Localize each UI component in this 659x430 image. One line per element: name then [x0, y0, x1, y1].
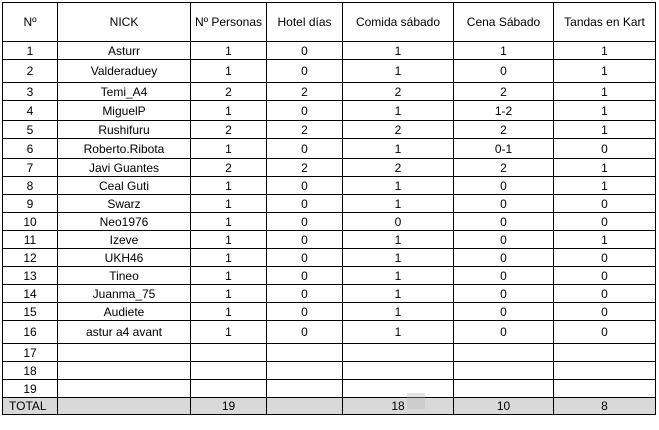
table-row — [3, 267, 656, 285]
table-row — [3, 344, 656, 362]
cell-number[interactable]: 18 — [3, 362, 58, 380]
cell-personas[interactable]: 2 — [191, 83, 267, 101]
cell-number[interactable]: 7 — [3, 159, 58, 177]
table-row — [3, 42, 656, 60]
table-row — [3, 139, 656, 159]
cell-personas[interactable]: 1 — [191, 177, 267, 195]
cell-kart[interactable]: 0 — [554, 195, 656, 213]
cell-personas[interactable] — [191, 344, 267, 362]
cell-comida[interactable]: 1 — [343, 231, 454, 249]
cell-nick[interactable] — [58, 380, 191, 398]
cell-kart[interactable]: 1 — [554, 60, 656, 83]
total-cell-kart[interactable]: 8 — [554, 398, 656, 415]
cell-nick[interactable] — [58, 362, 191, 380]
cell-number[interactable]: 19 — [3, 380, 58, 398]
cell-number[interactable]: 11 — [3, 231, 58, 249]
cell-comida[interactable]: 2 — [343, 159, 454, 177]
cell-hotel[interactable]: 0 — [267, 139, 343, 159]
header-cell-number[interactable]: Nº — [3, 3, 58, 42]
cell-comida[interactable]: 1 — [343, 60, 454, 83]
cell-hotel[interactable]: 0 — [267, 285, 343, 303]
cell-hotel[interactable]: 2 — [267, 83, 343, 101]
total-cell-cena[interactable]: 10 — [454, 398, 554, 415]
cell-comida[interactable] — [343, 344, 454, 362]
cell-cena[interactable]: 1-2 — [454, 101, 554, 121]
cell-cena[interactable]: 0 — [454, 60, 554, 83]
cell-kart[interactable]: 1 — [554, 121, 656, 139]
cell-hotel[interactable]: 0 — [267, 177, 343, 195]
cell-hotel[interactable] — [267, 380, 343, 398]
cell-hotel[interactable]: 0 — [267, 321, 343, 344]
cell-nick[interactable]: Swarz — [58, 195, 191, 213]
cell-number[interactable]: 14 — [3, 285, 58, 303]
cell-personas[interactable]: 1 — [191, 321, 267, 344]
cell-nick[interactable]: Audiete — [58, 303, 191, 321]
cell-number[interactable]: 16 — [3, 321, 58, 344]
cell-personas[interactable] — [191, 362, 267, 380]
cell-kart[interactable]: 0 — [554, 213, 656, 231]
cell-cena[interactable]: 2 — [454, 83, 554, 101]
table-row — [3, 380, 656, 398]
cell-kart[interactable]: 0 — [554, 139, 656, 159]
cell-nick[interactable]: Valderaduey — [58, 60, 191, 83]
cell-hotel[interactable]: 0 — [267, 231, 343, 249]
cell-cena[interactable]: 0 — [454, 321, 554, 344]
header-cell-kart[interactable]: Tandas en Kart — [554, 3, 656, 42]
table-row — [3, 285, 656, 303]
cell-kart[interactable] — [554, 362, 656, 380]
cell-nick[interactable]: UKH46 — [58, 249, 191, 267]
table-row — [3, 231, 656, 249]
header-cell-personas[interactable]: Nº Personas — [191, 3, 267, 42]
spreadsheet — [2, 2, 655, 415]
cell-cena[interactable]: 2 — [454, 121, 554, 139]
cell-personas[interactable]: 1 — [191, 139, 267, 159]
cell-number[interactable]: 12 — [3, 249, 58, 267]
cell-cena[interactable] — [454, 380, 554, 398]
cell-hotel[interactable]: 0 — [267, 303, 343, 321]
cell-kart[interactable]: 1 — [554, 42, 656, 60]
cell-personas[interactable] — [191, 380, 267, 398]
cell-kart[interactable]: 1 — [554, 159, 656, 177]
table-row — [3, 321, 656, 344]
cell-kart[interactable] — [554, 380, 656, 398]
cell-cena[interactable]: 0 — [454, 249, 554, 267]
cell-comida[interactable]: 1 — [343, 42, 454, 60]
cell-hotel[interactable] — [267, 362, 343, 380]
cell-kart[interactable]: 1 — [554, 101, 656, 121]
cell-nick[interactable] — [58, 344, 191, 362]
cell-nick[interactable]: Ceal Guti — [58, 177, 191, 195]
cell-comida[interactable]: 1 — [343, 285, 454, 303]
cell-personas[interactable]: 1 — [191, 101, 267, 121]
cell-kart[interactable]: 0 — [554, 249, 656, 267]
cell-hotel[interactable]: 0 — [267, 249, 343, 267]
cell-comida[interactable]: 0 — [343, 213, 454, 231]
cell-comida[interactable]: 2 — [343, 121, 454, 139]
cell-comida[interactable]: 1 — [343, 139, 454, 159]
cell-number[interactable]: 5 — [3, 121, 58, 139]
cell-number[interactable]: 3 — [3, 83, 58, 101]
table-row — [3, 213, 656, 231]
cell-kart[interactable]: 0 — [554, 267, 656, 285]
cell-personas[interactable]: 1 — [191, 195, 267, 213]
cell-comida[interactable]: 1 — [343, 195, 454, 213]
total-cell-personas[interactable]: 19 — [191, 398, 267, 415]
header-cell-hotel[interactable]: Hotel días — [267, 3, 343, 42]
cell-hotel[interactable]: 0 — [267, 42, 343, 60]
total-label-cell[interactable]: TOTAL — [3, 398, 58, 415]
table-row — [3, 101, 656, 121]
cell-comida[interactable]: 2 — [343, 83, 454, 101]
cell-nick[interactable]: astur a4 avant — [58, 321, 191, 344]
cell-number[interactable]: 8 — [3, 177, 58, 195]
cell-number[interactable]: 1 — [3, 42, 58, 60]
cell-nick[interactable]: Asturr — [58, 42, 191, 60]
cell-comida[interactable]: 1 — [343, 321, 454, 344]
cell-personas[interactable]: 1 — [191, 303, 267, 321]
cell-nick[interactable]: Tineo — [58, 267, 191, 285]
cell-comida[interactable]: 1 — [343, 177, 454, 195]
cell-nick[interactable]: Juanma_75 — [58, 285, 191, 303]
cell-nick[interactable]: Izeve — [58, 231, 191, 249]
cell-personas[interactable]: 1 — [191, 285, 267, 303]
cell-number[interactable]: 6 — [3, 139, 58, 159]
cell-hotel[interactable]: 2 — [267, 121, 343, 139]
table-row — [3, 362, 656, 380]
cell-comida[interactable] — [343, 362, 454, 380]
cell-cena[interactable]: 0 — [454, 213, 554, 231]
cell-cena[interactable] — [454, 344, 554, 362]
cell-cena[interactable]: 0 — [454, 231, 554, 249]
cell-kart[interactable] — [554, 344, 656, 362]
cell-cena[interactable]: 0 — [454, 285, 554, 303]
cell-kart[interactable]: 0 — [554, 321, 656, 344]
cell-hotel[interactable]: 0 — [267, 213, 343, 231]
header-row — [3, 3, 656, 42]
cell-cena[interactable]: 2 — [454, 159, 554, 177]
cell-cena[interactable]: 0 — [454, 177, 554, 195]
cell-cena[interactable]: 0 — [454, 195, 554, 213]
cell-comida[interactable] — [343, 380, 454, 398]
cell-nick[interactable]: Roberto.Ribota — [58, 139, 191, 159]
total-cell-hotel[interactable] — [267, 398, 343, 415]
header-cell-nick[interactable]: NICK — [58, 3, 191, 42]
cell-kart[interactable]: 1 — [554, 177, 656, 195]
cell-number[interactable]: 4 — [3, 101, 58, 121]
cell-kart[interactable]: 0 — [554, 285, 656, 303]
cell-kart[interactable]: 1 — [554, 83, 656, 101]
cell-number[interactable]: 9 — [3, 195, 58, 213]
cell-nick[interactable]: Temi_A4 — [58, 83, 191, 101]
cell-comida[interactable]: 1 — [343, 249, 454, 267]
cell-nick[interactable]: Rushifuru — [58, 121, 191, 139]
cell-personas[interactable]: 1 — [191, 231, 267, 249]
cell-hotel[interactable]: 0 — [267, 267, 343, 285]
table-row — [3, 83, 656, 101]
total-cell-nick[interactable] — [58, 398, 191, 415]
cell-number[interactable]: 10 — [3, 213, 58, 231]
table-row — [3, 195, 656, 213]
cell-personas[interactable]: 2 — [191, 121, 267, 139]
cell-cena[interactable]: 0 — [454, 267, 554, 285]
cell-hotel[interactable] — [267, 344, 343, 362]
cell-personas[interactable]: 1 — [191, 249, 267, 267]
cell-hotel[interactable]: 2 — [267, 159, 343, 177]
header-cell-comida[interactable]: Comida sábado — [343, 3, 454, 42]
cell-nick[interactable]: MiguelP — [58, 101, 191, 121]
cell-number[interactable]: 2 — [3, 60, 58, 83]
cell-cena[interactable]: 1 — [454, 42, 554, 60]
total-row — [3, 398, 656, 415]
cell-number[interactable]: 13 — [3, 267, 58, 285]
header-cell-cena[interactable]: Cena Sábado — [454, 3, 554, 42]
cell-personas[interactable]: 2 — [191, 159, 267, 177]
table-row — [3, 121, 656, 139]
cell-hotel[interactable]: 0 — [267, 195, 343, 213]
cell-number[interactable]: 17 — [3, 344, 58, 362]
cell-cena[interactable]: 0 — [454, 303, 554, 321]
cell-hotel[interactable]: 0 — [267, 101, 343, 121]
table-row — [3, 177, 656, 195]
cell-cena[interactable]: 0-1 — [454, 139, 554, 159]
total-cell-comida[interactable]: 18 — [343, 398, 454, 415]
table-row — [3, 60, 656, 83]
cell-number[interactable]: 15 — [3, 303, 58, 321]
cell-cena[interactable] — [454, 362, 554, 380]
cell-kart[interactable]: 0 — [554, 303, 656, 321]
cell-personas[interactable]: 1 — [191, 42, 267, 60]
table-row — [3, 249, 656, 267]
participants-table — [2, 2, 656, 415]
cell-personas[interactable]: 1 — [191, 60, 267, 83]
cell-comida[interactable]: 1 — [343, 303, 454, 321]
cell-personas[interactable]: 1 — [191, 213, 267, 231]
cell-hotel[interactable]: 0 — [267, 60, 343, 83]
cell-personas[interactable]: 1 — [191, 267, 267, 285]
cell-nick[interactable]: Neo1976 — [58, 213, 191, 231]
cell-nick[interactable]: Javi Guantes — [58, 159, 191, 177]
cell-comida[interactable]: 1 — [343, 101, 454, 121]
table-row — [3, 303, 656, 321]
cell-comida[interactable]: 1 — [343, 267, 454, 285]
table-body — [3, 42, 656, 398]
cell-kart[interactable]: 1 — [554, 231, 656, 249]
table-row — [3, 159, 656, 177]
